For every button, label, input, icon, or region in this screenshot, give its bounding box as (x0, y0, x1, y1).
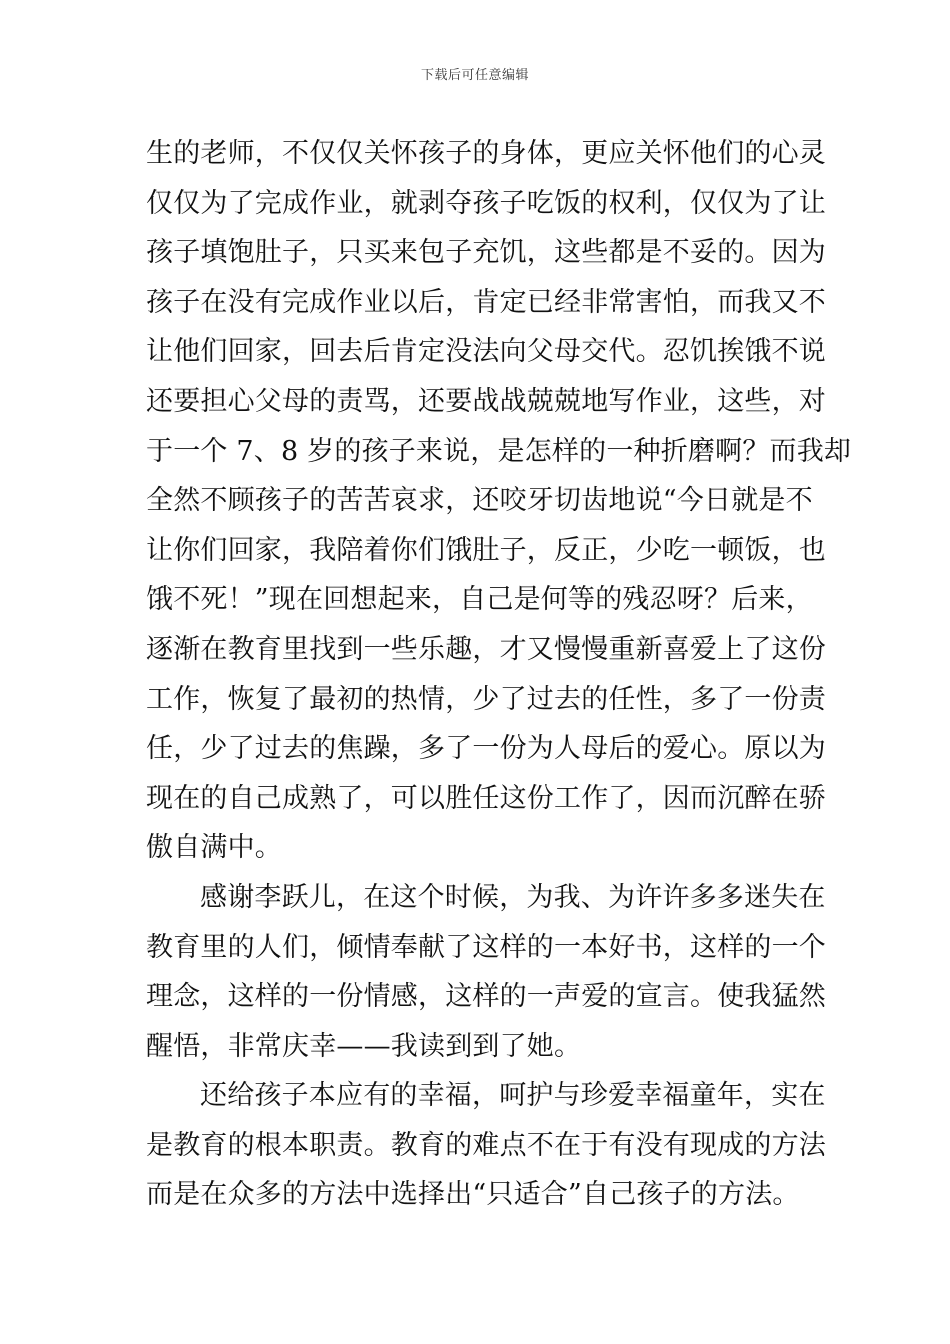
text-line: 还要担心父母的责骂，还要战战兢兢地写作业，这些，对 (146, 385, 826, 417)
text-line: 孩子在没有完成作业以后，肯定已经非常害怕，而我又不 (146, 286, 826, 318)
text-line: 孩子填饱肚子，只买来包子充饥，这些都是不妥的。因为 (146, 237, 826, 269)
text-line: 理念，这样的一份情感，这样的一声爱的宣言。使我猛然 (146, 981, 826, 1013)
text-line: 傲自满中。 (146, 832, 282, 864)
text-line: 让他们回家，回去后肯定没法向父母交代。忍饥挨饿不说 (146, 336, 826, 368)
text-line: 逐渐在教育里找到一些乐趣，才又慢慢重新喜爱上了这份 (146, 633, 826, 665)
text-line: 饿不死！”现在回想起来，自己是何等的残忍呀？后来， (146, 584, 813, 616)
text-line: 工作，恢复了最初的热情，少了过去的任性，多了一份责 (146, 683, 826, 715)
text-line: 仅仅为了完成作业，就剥夺孩子吃饭的权利，仅仅为了让 (146, 187, 826, 219)
text-line: 生的老师，不仅仅关怀孩子的身体，更应关怀他们的心灵 (146, 138, 826, 169)
text-line: 任，少了过去的焦躁，多了一份为人母后的爱心。原以为 (146, 733, 826, 765)
text-line: 是教育的根本职责。教育的难点不在于有没有现成的方法 (146, 1129, 826, 1161)
paragraph-first-line: 还给孩子本应有的幸福，呵护与珍爱幸福童年，实在 (200, 1080, 826, 1112)
text-line: 现在的自己成熟了，可以胜任这份工作了，因而沉醉在骄 (146, 782, 826, 814)
page-header: 下载后可任意编辑 (420, 68, 529, 83)
text-line: 而是在众多的方法中选择出“只适合”自己孩子的方法。 (146, 1179, 800, 1211)
body-text (146, 129, 852, 1220)
text-line: 于一个 7、8 岁的孩子来说，是怎样的一种折磨啊？而我却 (146, 435, 852, 467)
text-line: 让你们回家，我陪着你们饿肚子，反正，少吃一顿饭，也 (146, 534, 826, 566)
text-line: 醒悟，非常庆幸——我读到到了她。 (146, 1030, 582, 1062)
text-line: 全然不顾孩子的苦苦哀求，还咬牙切齿地说“今日就是不 (146, 485, 813, 517)
text-line: 教育里的人们，倾情奉献了这样的一本好书，这样的一个 (146, 931, 826, 963)
paragraph-first-line: 感谢李跃儿，在这个时候，为我、为许许多多迷失在 (200, 881, 826, 913)
